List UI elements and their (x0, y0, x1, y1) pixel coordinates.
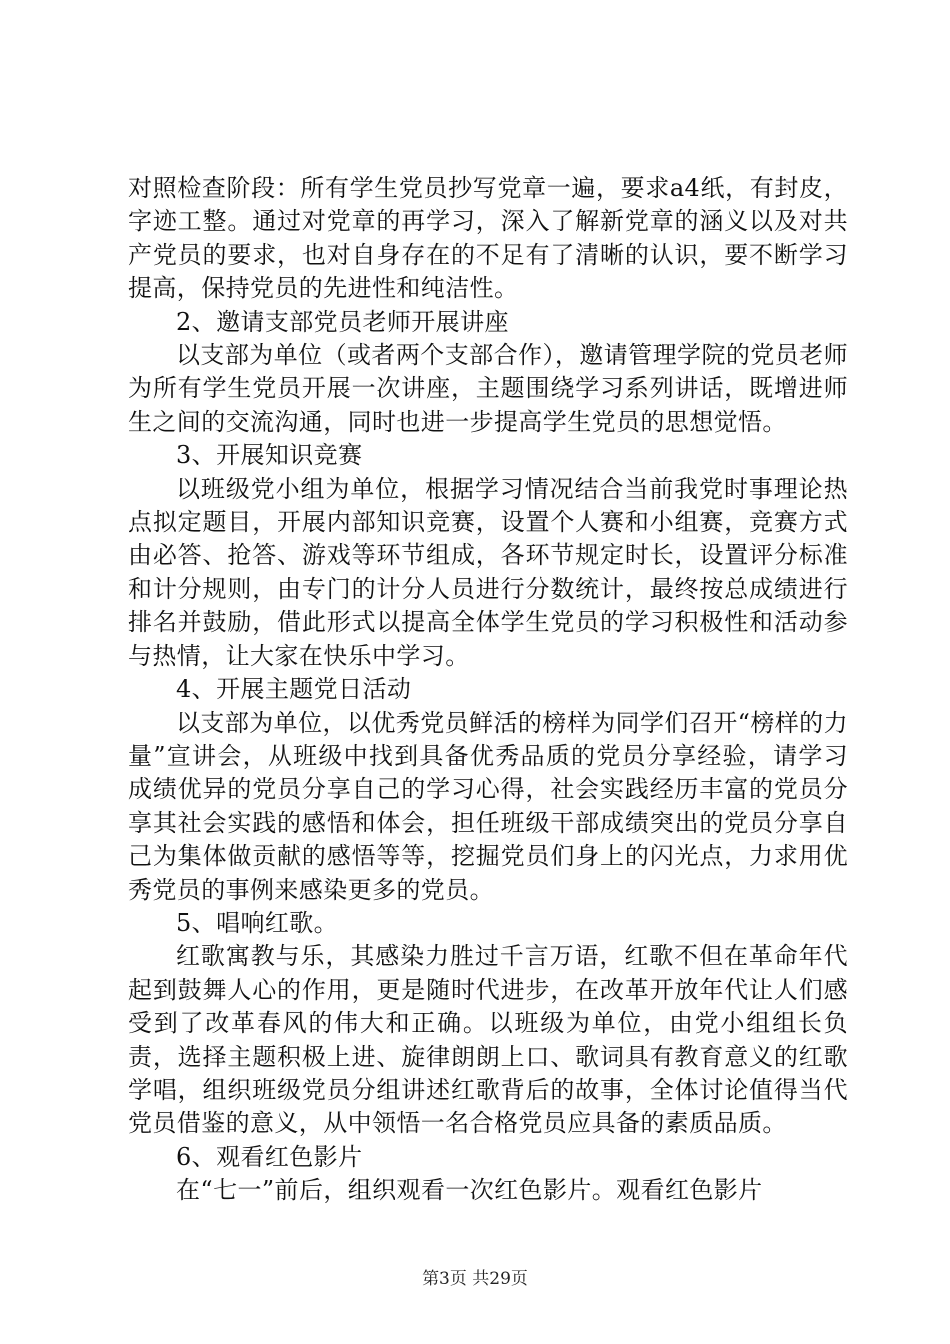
heading-4-party-day: 4、开展主题党日活动 (176, 675, 412, 704)
paragraph-1: 对照检查阶段：所有学生党员抄写党章一遍，要求a4纸，有封皮，字迹工整。通过对党章的再学习，深入了解新党章的涵义以及对共产党员的要求，也对自身存在的不足有了清晰的认识，要不断学习提高，保持党员的先进性和纯洁性。 (128, 174, 848, 303)
paragraph-11: 在“七一”前后，组织观看一次红色影片。观看红色影片 (176, 1176, 763, 1205)
document-body (128, 172, 848, 1208)
heading-6-red-films: 6、观看红色影片 (176, 1142, 363, 1171)
heading-5-red-songs: 5、唱响红歌。 (176, 908, 339, 937)
page-footer: 第3页 共29页 (422, 1269, 528, 1289)
heading-2-invite-lecture: 2、邀请支部党员老师开展讲座 (176, 307, 509, 336)
paragraph-9: 红歌寓教与乐，其感染力胜过千言万语，红歌不但在革命年代起到鼓舞人心的作用，更是随时代进步，在改革开放年代让人们感受到了改革春风的伟大和正确。以班级为单位，由党小组组长负责，选择主题积极上进、旋律朗朗上口、歌词具有教育意义的红歌学唱，组织班级党员分组讲述红歌背后的故事，全体讨论值得当代党员借鉴的意义，从中领悟一名合格党员应具备的素质品质。 (128, 942, 848, 1138)
paragraph-7: 以支部为单位，以优秀党员鲜活的榜样为同学们召开“榜样的力量”宣讲会，从班级中找到具备优秀品质的党员分享经验，请学习成绩优异的党员分享自己的学习心得，社会实践经历丰富的党员分享其社会实践的感悟和体会，担任班级干部成绩突出的党员分享自己为集体做贡献的感悟等等，挖掘党员们身上的闪光点，力求用优秀党员的事例来感染更多的党员。 (128, 708, 848, 904)
paragraph-5: 以班级党小组为单位，根据学习情况结合当前我党时事理论热点拟定题目，开展内部知识竞赛，设置个人赛和小组赛，竞赛方式由必答、抢答、游戏等环节组成，各环节规定时长，设置评分标准和计分规则，由专门的计分人员进行分数统计，最终按总成绩进行排名并鼓励，借此形式以提高全体学生党员的学习积极性和活动参与热情，让大家在快乐中学习。 (128, 474, 848, 670)
heading-3-knowledge-contest: 3、开展知识竞赛 (176, 441, 363, 470)
paragraph-3: 以支部为单位（或者两个支部合作），邀请管理学院的党员老师为所有学生党员开展一次讲座，主题围绕学习系列讲话，既增进师生之间的交流沟通，同时也进一步提高学生党员的思想觉悟。 (128, 341, 848, 436)
